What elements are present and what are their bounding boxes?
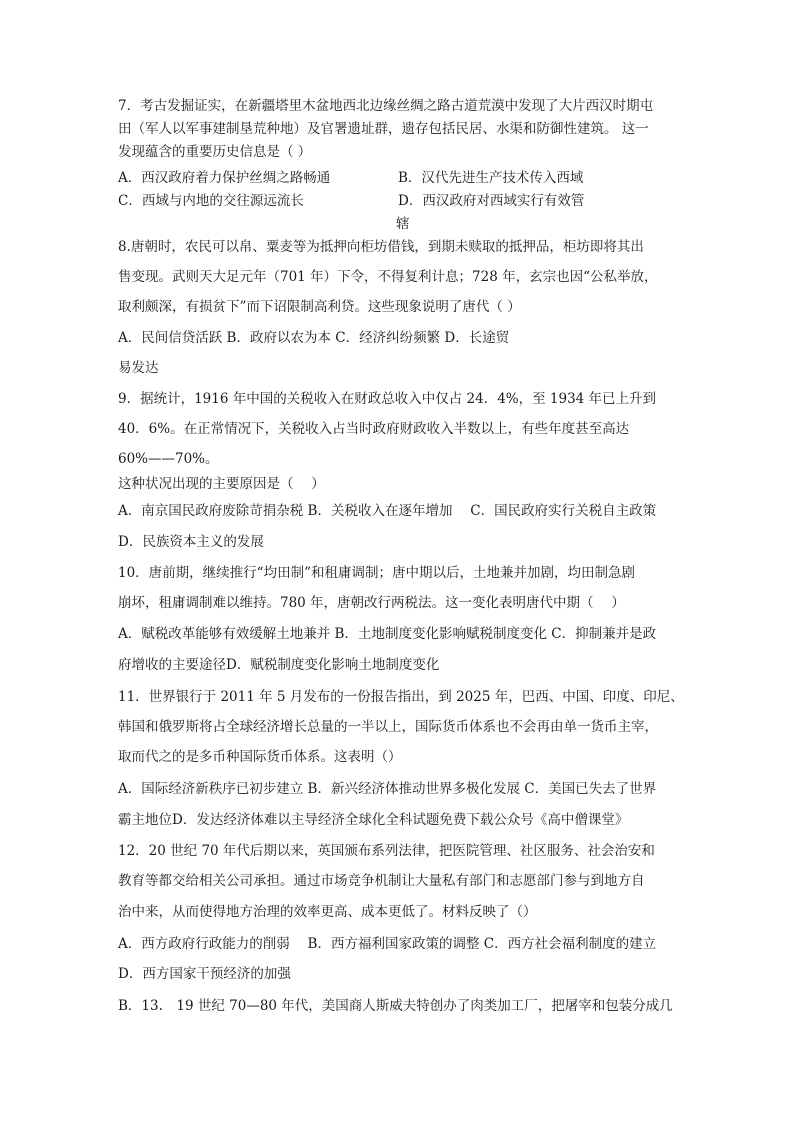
q8-options: A．民间信贷活跃 B．政府以农为本 C．经济纠纷频繁 D．长途贸 (118, 330, 510, 346)
q7-option-b: B．汉代先进生产技术传入西域 (398, 170, 584, 186)
q12-line-2: 教育等都交给相关公司承担。通过市场竞争机制让大量私有部门和志愿部门参与到地方自 (118, 873, 645, 889)
q9-line-3: 60%——70%。 (118, 451, 219, 467)
q11-line-3: 取而代之的是多币种国际货币体系。这表明（） (118, 749, 402, 765)
q12-line-4: A．西方政府行政能力的削弱 B．西方福利国家政策的调整 C．西方社会福利制度的建立 (118, 936, 657, 952)
q9-options: A．南京国民政府废除苛捐杂税 B．关税收入在逐年增加 C．国民政府实行关税自主政策 (118, 503, 657, 519)
q10-line-4: 府增收的主要途径D．赋税制度变化影响土地制度变化 (118, 657, 440, 673)
q11-line-4: A．国际经济新秩序已初步建立 B．新兴经济体推动世界多极化发展 C．美国已失去了世界 (118, 781, 657, 797)
q12-line-1: 12．20 世纪 70 年代后期以来，英国颁布系列法律，把医院管理、社区服务、社会治安和 (118, 843, 655, 859)
q7-line-3: 发现蕴含的重要历史信息是（ ） (118, 144, 312, 160)
q7-line-1: 7．考古发掘证实，在新疆塔里木盆地西北边缘丝绸之路古道荒漠中发现了大片西汉时期屯 (118, 98, 654, 114)
q8-line-2: 售变现。武则天大足元年（701 年）下令，不得复利计息；728 年，玄宗也因“公私举放， (118, 269, 658, 285)
q7-option-d-continued: 辖 (396, 216, 410, 232)
q9-options-continued: D．民族资本主义的发展 (118, 534, 264, 550)
q10-line-1: 10．唐前期，继续推行“均田制”和租庸调制；唐中期以后，土地兼并加剧，均田制急剧 (118, 565, 635, 581)
q10-line-3: A．赋税改革能够有效缓解土地兼并 B．土地制度变化影响赋税制度变化 C．抑制兼并是政 (118, 626, 657, 642)
q11-line-5: 霸主地位D．发达经济体难以主导经济全球化全科试题免费下载公众号《高中僧课堂》 (118, 812, 629, 828)
q7-option-d: D．西汉政府对西域实行有效管 (398, 193, 585, 209)
q9-line-4: 这种状况出现的主要原因是（ ） (118, 476, 325, 492)
q12-line-5: D．西方国家干预经济的加强 (118, 966, 291, 982)
q7-line-2: 田（军人以军事建制垦荒种地）及官署遗址群，遗存包括民居、水渠和防御性建筑。 这一 (118, 121, 649, 137)
q10-line-2: 崩坏，租庸调制难以维持。780 年，唐朝改行两税法。这一变化表明唐代中期（ ） (118, 595, 625, 611)
q13-line-1: B．13. 19 世纪 70—80 年代，美国商人斯威夫特创办了肉类加工厂，把屠宰和包装分成几 (118, 998, 673, 1014)
q8-line-1: 8.唐朝时，农民可以帛、粟麦等为抵押向柜坊借钱，到期未赎取的抵押品，柜坊即将其出 (118, 239, 644, 255)
q11-line-1: 11．世界银行于 2011 年 5 月发布的一份报告指出，到 2025 年，巴西、中国、印度、印尼、 (118, 689, 684, 705)
q7-option-c: C．西域与内地的交往源远流长 (118, 193, 304, 209)
q8-line-3: 取利颇深，有损贫下”而下诏限制高利贷。这些现象说明了唐代（ ） (118, 299, 521, 315)
q9-line-2: 40．6%。在正常情况下，关税收入占当时政府财政收入半数以上，有些年度甚至高达 (118, 421, 630, 437)
q8-options-continued: 易发达 (118, 360, 159, 376)
q7-option-a: A．西汉政府着力保护丝绸之路畅通 (118, 170, 331, 186)
q11-line-2: 韩国和俄罗斯将占全球经济增长总量的一半以上，国际货币体系也不会再由单一货币主宰， (118, 719, 658, 735)
q9-line-1: 9．据统计，1916 年中国的关税收入在财政总收入中仅占 24．4%，至 1934 年已上升到 (118, 391, 657, 407)
q12-line-3: 治中来，从而使得地方治理的效率更高、成本更低了。材料反映了（） (118, 904, 537, 920)
